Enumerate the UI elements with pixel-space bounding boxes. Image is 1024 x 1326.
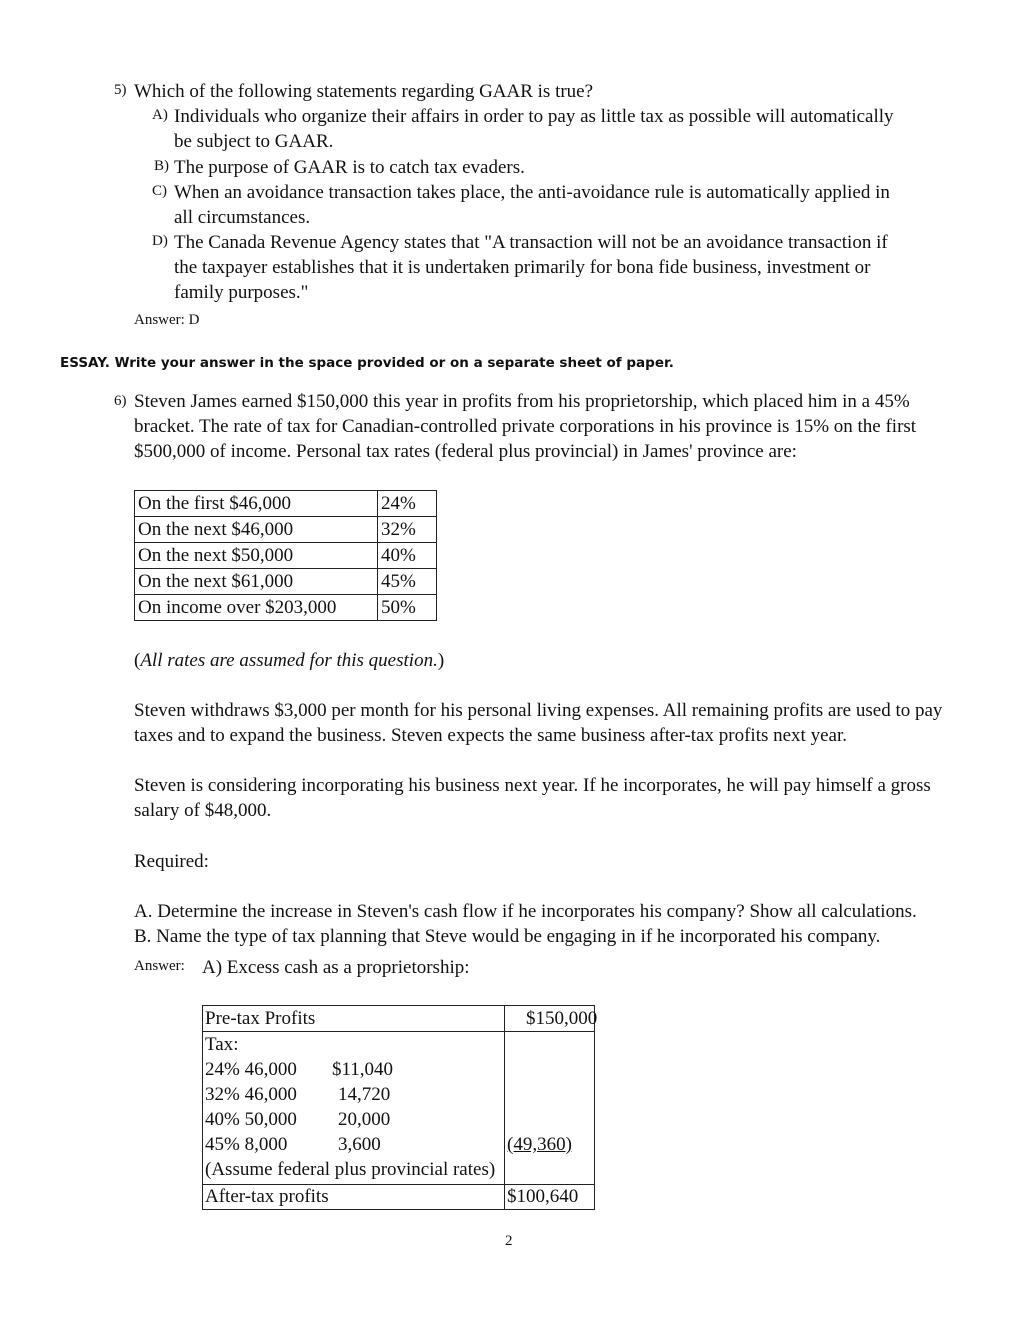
q6-answer-label: Answer: — [134, 958, 185, 974]
q5-option-c-text-cont: all circumstances. — [174, 207, 311, 228]
bracket-tax: 20,000 — [338, 1109, 391, 1130]
q6-para3-line2: salary of $48,000. — [134, 800, 272, 821]
essay-header: ESSAY. Write your answer in the space provided or on a separate sheet of paper. — [60, 355, 674, 371]
table-row — [135, 569, 437, 595]
rate-bracket-value: 50% — [378, 595, 437, 621]
rates-note-italic: All rates are assumed for this question. — [140, 650, 438, 671]
q5-stem: Which of the following statements regarding GAAR is true? — [134, 81, 594, 102]
q5-option-d-letter: D) — [152, 233, 168, 249]
q6-para3-line1: Steven is considering incorporating his business next year. If he incorporates, he will pay himself a gross — [134, 775, 931, 796]
calc-border-top — [202, 1005, 595, 1006]
q5-option-c-text: When an avoidance transaction takes place, the anti-avoidance rule is automatically applied in — [174, 182, 890, 203]
required-heading: Required: — [134, 851, 209, 872]
total-tax-value — [507, 1133, 572, 1157]
required-a: A. Determine the increase in Steven's cash flow if he incorporates his company? Show all calculations. — [134, 901, 917, 922]
table-row — [135, 595, 437, 621]
pretax-profits-value: $150,000 — [526, 1008, 598, 1029]
calc-border-right — [594, 1005, 595, 1210]
q5-option-c-letter: C) — [152, 183, 167, 199]
calc-row-divider-1 — [202, 1031, 595, 1032]
bracket-rate-amount: 24% 46,000 — [205, 1059, 297, 1080]
aftertax-profits-label: After-tax profits — [205, 1186, 329, 1207]
q5-option-d-text-cont2: family purposes." — [174, 282, 309, 303]
calc-column-divider — [504, 1005, 505, 1210]
rate-bracket-value: 40% — [378, 543, 437, 569]
bracket-rate-amount: 32% 46,000 — [205, 1084, 297, 1105]
table-row — [135, 543, 437, 569]
rate-bracket-label: On income over $203,000 — [135, 595, 378, 621]
q5-number: 5) — [114, 82, 127, 98]
rates-note-open: ( — [134, 650, 141, 671]
table-row — [135, 491, 437, 517]
rate-bracket-label: On the next $50,000 — [135, 543, 378, 569]
page-number: 2 — [505, 1233, 513, 1249]
rate-bracket-value: 45% — [378, 569, 437, 595]
rates-note-close: ) — [437, 650, 445, 671]
q5-option-d-text-cont: the taxpayer establishes that it is undertaken primarily for bona fide business, investment or — [174, 257, 871, 278]
rate-bracket-label: On the next $46,000 — [135, 517, 378, 543]
q5-option-b-text: The purpose of GAAR is to catch tax evaders. — [174, 157, 525, 178]
bracket-tax: 14,720 — [338, 1084, 391, 1105]
pretax-profits-label: Pre-tax Profits — [205, 1008, 316, 1029]
q5-answer: Answer: D — [134, 312, 200, 328]
calc-border-left — [202, 1005, 203, 1210]
q6-para2-line2: taxes and to expand the business. Steven expects the same business after-tax profits next year. — [134, 725, 847, 746]
q6-number: 6) — [114, 393, 127, 409]
tax-rates-table — [134, 490, 437, 621]
bracket-rate-amount: 45% 8,000 — [205, 1134, 288, 1155]
bracket-tax: $11,040 — [332, 1059, 394, 1080]
q5-option-b-letter: B) — [154, 158, 169, 174]
q6-para1-line1: Steven James earned $150,000 this year in profits from his proprietorship, which placed him in a 45% — [134, 391, 910, 412]
calc-border-bottom — [202, 1209, 595, 1210]
required-b: B. Name the type of tax planning that Steve would be engaging in if he incorporated his company. — [134, 926, 881, 947]
rates-assumption: (Assume federal plus provincial rates) — [205, 1159, 496, 1180]
aftertax-profits-value: $100,640 — [507, 1186, 579, 1207]
rate-bracket-value: 32% — [378, 517, 437, 543]
q5-option-a-letter: A) — [152, 107, 168, 123]
bracket-tax: 3,600 — [338, 1134, 381, 1155]
total-tax-underlined: (49,360) — [507, 1134, 572, 1155]
proprietorship-calc-table — [202, 1005, 598, 1210]
bracket-rate-amount: 40% 50,000 — [205, 1109, 297, 1130]
q6-para2-line1: Steven withdraws $3,000 per month for his personal living expenses. All remaining profits are used to pay — [134, 700, 942, 721]
rate-bracket-value: 24% — [378, 491, 437, 517]
table-row — [135, 517, 437, 543]
rate-bracket-label: On the next $61,000 — [135, 569, 378, 595]
q5-option-a-text: Individuals who organize their affairs in order to pay as little tax as possible will automatically — [174, 106, 894, 127]
rates-note — [134, 648, 444, 673]
q6-answer-text: A) Excess cash as a proprietorship: — [202, 957, 470, 978]
q5-option-d-text: The Canada Revenue Agency states that "A transaction will not be an avoidance transaction if — [174, 232, 888, 253]
rate-bracket-label: On the first $46,000 — [135, 491, 378, 517]
q6-para1-line3: $500,000 of income. Personal tax rates (federal plus provincial) in James' province are: — [134, 441, 797, 462]
q6-para1-line2: bracket. The rate of tax for Canadian-controlled private corporations in his province is 15% on the first — [134, 416, 917, 437]
q5-option-a-text-cont: be subject to GAAR. — [174, 131, 334, 152]
tax-label: Tax: — [205, 1034, 239, 1055]
